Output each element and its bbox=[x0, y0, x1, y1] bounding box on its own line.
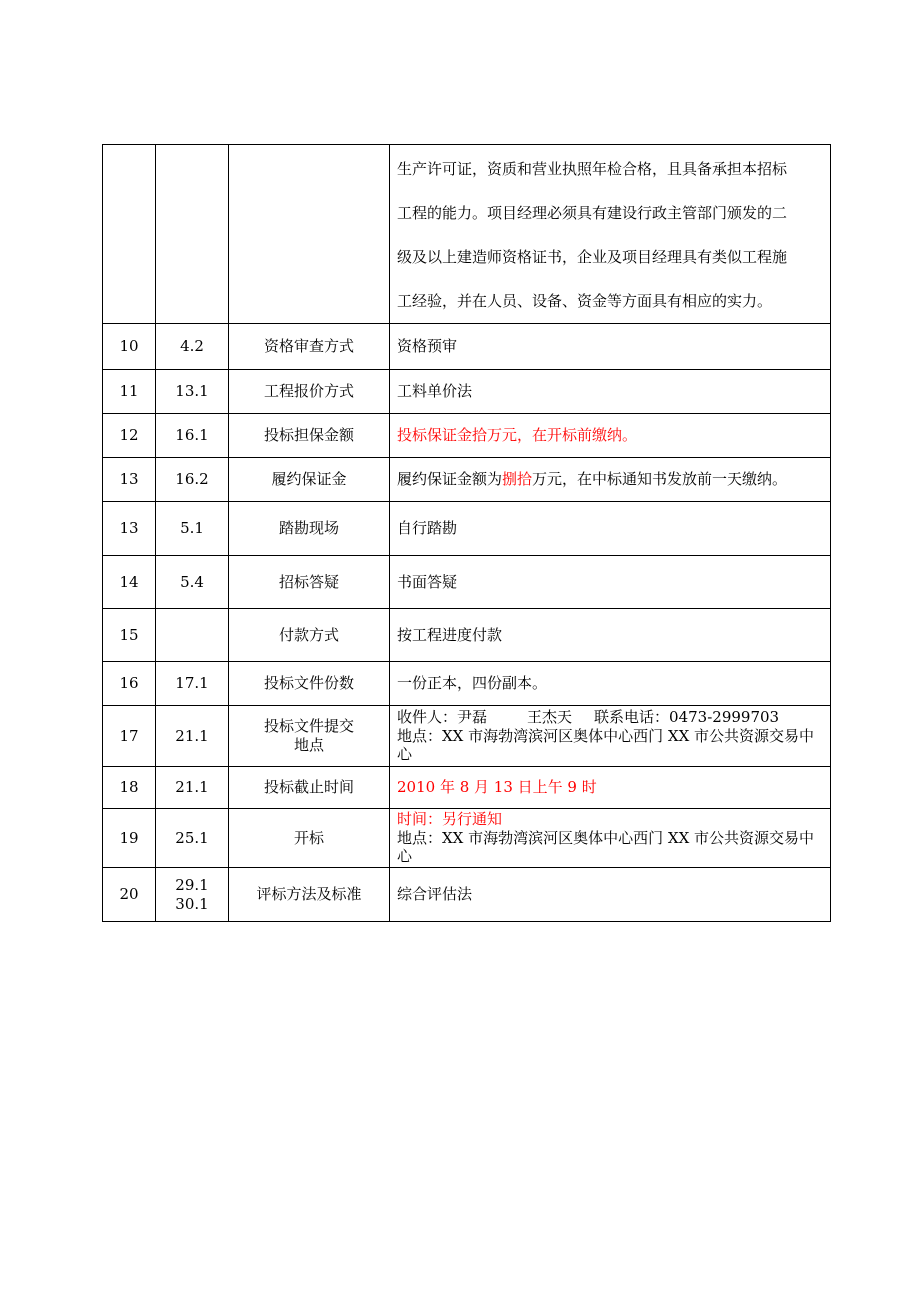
cell-clause: 16.1 bbox=[156, 414, 229, 458]
cell-no: 13 bbox=[103, 502, 156, 556]
qualification-line-4: 工经验，并在人员、设备、资金等方面具有相应的实力。 bbox=[397, 292, 773, 310]
cell-item: 投标文件份数 bbox=[229, 662, 390, 706]
cell-item: 履约保证金 bbox=[229, 458, 390, 502]
cell-item: 招标答疑 bbox=[229, 556, 390, 609]
clause-line-2: 30.1 bbox=[175, 894, 209, 913]
cell-clause bbox=[156, 609, 229, 662]
cell-content: 资格预审 bbox=[390, 324, 831, 370]
cell-clause: 5.1 bbox=[156, 502, 229, 556]
cell-no: 12 bbox=[103, 414, 156, 458]
cell-clause: 5.4 bbox=[156, 556, 229, 609]
cell-item: 资格审查方式 bbox=[229, 324, 390, 370]
cell-content-submission bbox=[390, 706, 831, 767]
receiver-text: 收件人：尹磊 bbox=[397, 707, 488, 726]
table-row bbox=[103, 370, 831, 414]
table-row bbox=[103, 662, 831, 706]
table-row-continuation bbox=[103, 145, 831, 324]
bid-data-table bbox=[102, 144, 831, 922]
cell-clause: 13.1 bbox=[156, 370, 229, 414]
cell-content: 一份正本，四份副本。 bbox=[390, 662, 831, 706]
table-row bbox=[103, 414, 831, 458]
cell-no: 20 bbox=[103, 868, 156, 922]
cell-content: 工料单价法 bbox=[390, 370, 831, 414]
cell-clause: 16.2 bbox=[156, 458, 229, 502]
cell-qualification-text bbox=[390, 145, 831, 324]
cell-item: 踏勘现场 bbox=[229, 502, 390, 556]
performance-bond-text-before: 履约保证金额为 bbox=[397, 470, 503, 489]
performance-bond-text-after: 万元，在中标通知书发放前一天缴纳。 bbox=[532, 470, 788, 489]
cell-clause bbox=[156, 145, 229, 324]
cell-content-bid-opening bbox=[390, 809, 831, 868]
receiver-second-name: 王杰天 bbox=[527, 707, 573, 726]
table-row bbox=[103, 324, 831, 370]
bid-opening-time: 时间：另行通知 bbox=[397, 809, 503, 828]
cell-clause: 4.2 bbox=[156, 324, 229, 370]
cell-item: 工程报价方式 bbox=[229, 370, 390, 414]
cell-no: 11 bbox=[103, 370, 156, 414]
cell-clause: 17.1 bbox=[156, 662, 229, 706]
cell-item: 评标方法及标准 bbox=[229, 868, 390, 922]
cell-item: 付款方式 bbox=[229, 609, 390, 662]
performance-bond-amount: 捌拾 bbox=[502, 470, 533, 489]
cell-clause bbox=[156, 868, 229, 922]
cell-item bbox=[229, 145, 390, 324]
cell-item: 投标截止时间 bbox=[229, 767, 390, 809]
cell-content-performance-bond bbox=[390, 458, 831, 502]
cell-content: 综合评估法 bbox=[390, 868, 831, 922]
cell-content-deadline: 2010 年 8 月 13 日上午 9 时 bbox=[390, 767, 831, 809]
contact-phone: 联系电话：0473-2999703 bbox=[594, 707, 780, 726]
submission-address: 地点：XX 市海勃湾滨河区奥体中心西门 XX 市公共资源交易中心 bbox=[397, 726, 815, 764]
cell-no: 14 bbox=[103, 556, 156, 609]
cell-clause: 21.1 bbox=[156, 767, 229, 809]
cell-clause: 25.1 bbox=[156, 809, 229, 868]
cell-no: 13 bbox=[103, 458, 156, 502]
cell-item: 投标文件提交地点 bbox=[229, 706, 390, 767]
qualification-line-2: 工程的能力。项目经理必须具有建设行政主管部门颁发的二 bbox=[397, 204, 788, 222]
bid-opening-address: 地点：XX 市海勃湾滨河区奥体中心西门 XX 市公共资源交易中心 bbox=[397, 828, 815, 866]
cell-content: 按工程进度付款 bbox=[390, 609, 831, 662]
table-row bbox=[103, 609, 831, 662]
cell-item: 投标担保金额 bbox=[229, 414, 390, 458]
cell-clause: 21.1 bbox=[156, 706, 229, 767]
table-row bbox=[103, 502, 831, 556]
cell-content: 自行踏勘 bbox=[390, 502, 831, 556]
cell-no: 17 bbox=[103, 706, 156, 767]
submission-contact-line bbox=[397, 708, 826, 727]
qualification-line-1: 生产许可证，资质和营业执照年检合格，且具备承担本招标 bbox=[397, 160, 788, 178]
cell-no bbox=[103, 145, 156, 324]
cell-content-bid-bond: 投标保证金拾万元，在开标前缴纳。 bbox=[390, 414, 831, 458]
table-row bbox=[103, 809, 831, 868]
cell-content: 书面答疑 bbox=[390, 556, 831, 609]
table-row bbox=[103, 767, 831, 809]
cell-no: 16 bbox=[103, 662, 156, 706]
cell-no: 18 bbox=[103, 767, 156, 809]
clause-line-1: 29.1 bbox=[175, 875, 209, 894]
cell-item: 开标 bbox=[229, 809, 390, 868]
cell-no: 19 bbox=[103, 809, 156, 868]
table-row bbox=[103, 556, 831, 609]
qualification-line-3: 级及以上建造师资格证书，企业及项目经理具有类似工程施 bbox=[397, 248, 788, 266]
cell-no: 15 bbox=[103, 609, 156, 662]
table-row bbox=[103, 458, 831, 502]
table-row bbox=[103, 868, 831, 922]
cell-no: 10 bbox=[103, 324, 156, 370]
table-row bbox=[103, 706, 831, 767]
